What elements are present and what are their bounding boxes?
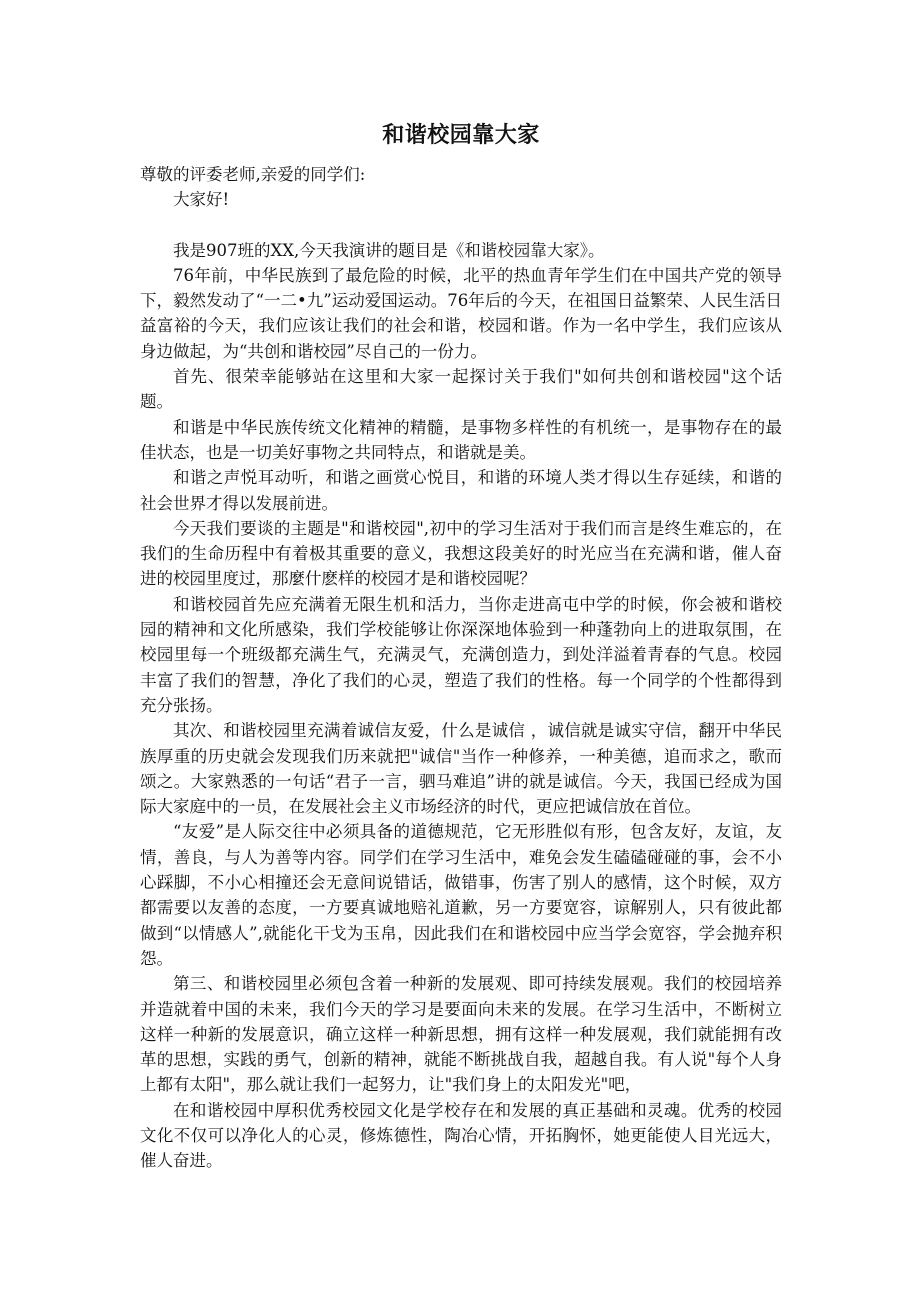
paragraph-history: 76年前，中华民族到了最危险的时候，北平的热血青年学生们在中国共产党的领导下，毅然发动了“一二•九”运动爱国运动。76年后的今天，在祖国日益繁荣、人民生活日益富裕的今天，我们应该让我们的社会和谐，校园和谐。作为一名中学生，我们应该从身边做起，为“共创和谐校园”尽自己的一份力。 xyxy=(140,265,782,361)
paragraph-culture: 在和谐校园中厚积优秀校园文化是学校存在和发展的真正基础和灵魂。优秀的校园文化不仅可以净化人的心灵，修炼德性，陶冶心情，开拓胸怀，她更能使人目光远大，催人奋进。 xyxy=(140,1100,782,1171)
paragraph-friendship: “友爱”是人际交往中必须具备的道德规范，它无形胜似有形，包含友好，友谊，友情，善良，与人为善等内容。同学们在学习生活中，难免会发生磕磕碰碰的事，会不小心踩脚，不小心相撞还会无意间说错话，做错事，伤害了别人的感情，这个时候，双方都需要以友善的态度，一方要真诚地赔礼道歉，另一方要宽容，谅解别人，只有彼此都做到“以情感人”,就能化干戈为玉帛，因此我们在和谐校园中应当学会宽容，学会抛弃积怨。 xyxy=(140,822,782,968)
greeting-line: 大家好! xyxy=(173,190,230,210)
speech-document xyxy=(140,118,782,1174)
paragraph-vitality: 和谐校园首先应充满着无限生机和活力，当你走进高屯中学的时候，你会被和谐校园的精神和文化所感染，我们学校能够让你深深地体验到一种蓬勃向上的进取氛围，在校园里每一个班级都充满生气，充满灵气，充满创造力，到处洋溢着青春的气息。校园丰富了我们的智慧，净化了我们的心灵，塑造了我们的性格。每一个同学的个性都得到充分张扬。 xyxy=(140,594,782,715)
paragraph-integrity: 其次、和谐校园里充满着诚信友爱，什么是诚信 ，诚信就是诚实守信，翻开中华民族厚重的历史就会发现我们历来就把"诚信"当作一种修养，一种美德，追而求之，歌而颂之。大家熟悉的一句话“君子一言，驷马难追”讲的就是诚信。今天，我国已经成为国际大家庭中的一员，在发展社会主义市场经济的时代，更应把诚信放在首位。 xyxy=(140,721,782,817)
paragraph-harmony-definition: 和谐是中华民族传统文化精神的精髓，是事物多样性的有机统一，是事物存在的最佳状态，也是一切美好事物之共同特点，和谐就是美。 xyxy=(140,417,782,462)
salutation-line: 尊敬的评委老师,亲爱的同学们: xyxy=(140,165,366,184)
paragraph-theme: 今天我们要谈的主题是"和谐校园",初中的学习生活对于我们而言是终生难忘的，在我们的生命历程中有着极其重要的意义，我想这段美好的时光应当在充满和谐，催人奋进的校园里度过，那麼什麽样的校园才是和谐校园呢？ xyxy=(140,518,782,589)
document-title: 和谐校园靠大家 xyxy=(382,123,540,148)
paragraph-topic: 首先、很荣幸能够站在这里和大家一起探讨关于我们"如何共创和谐校园"这个话题。 xyxy=(140,367,782,412)
paragraph-harmony-voice: 和谐之声悦耳动听，和谐之画赏心悦目，和谐的环境人类才得以生存延续，和谐的社会世界才得以发展前进。 xyxy=(140,468,782,513)
paragraph-development: 第三、和谐校园里必须包含着一种新的发展观、即可持续发展观。我们的校园培养并造就着中国的未来，我们今天的学习是要面向未来的发展。在学习生活中，不断树立这样一种新的发展意识，确立这样一种新思想，拥有这样一种发展观，我们就能拥有改革的思想，实践的勇气，创新的精神，就能不断挑战自我，超越自我。有人说"每个人身上都有太阳"，那么就让我们一起努力，让"我们身上的太阳发光"吧， xyxy=(140,974,782,1095)
blank-line xyxy=(140,213,782,238)
paragraph-intro: 我是907班的XX,今天我演讲的题目是《和谐校园靠大家》。 xyxy=(173,240,605,260)
